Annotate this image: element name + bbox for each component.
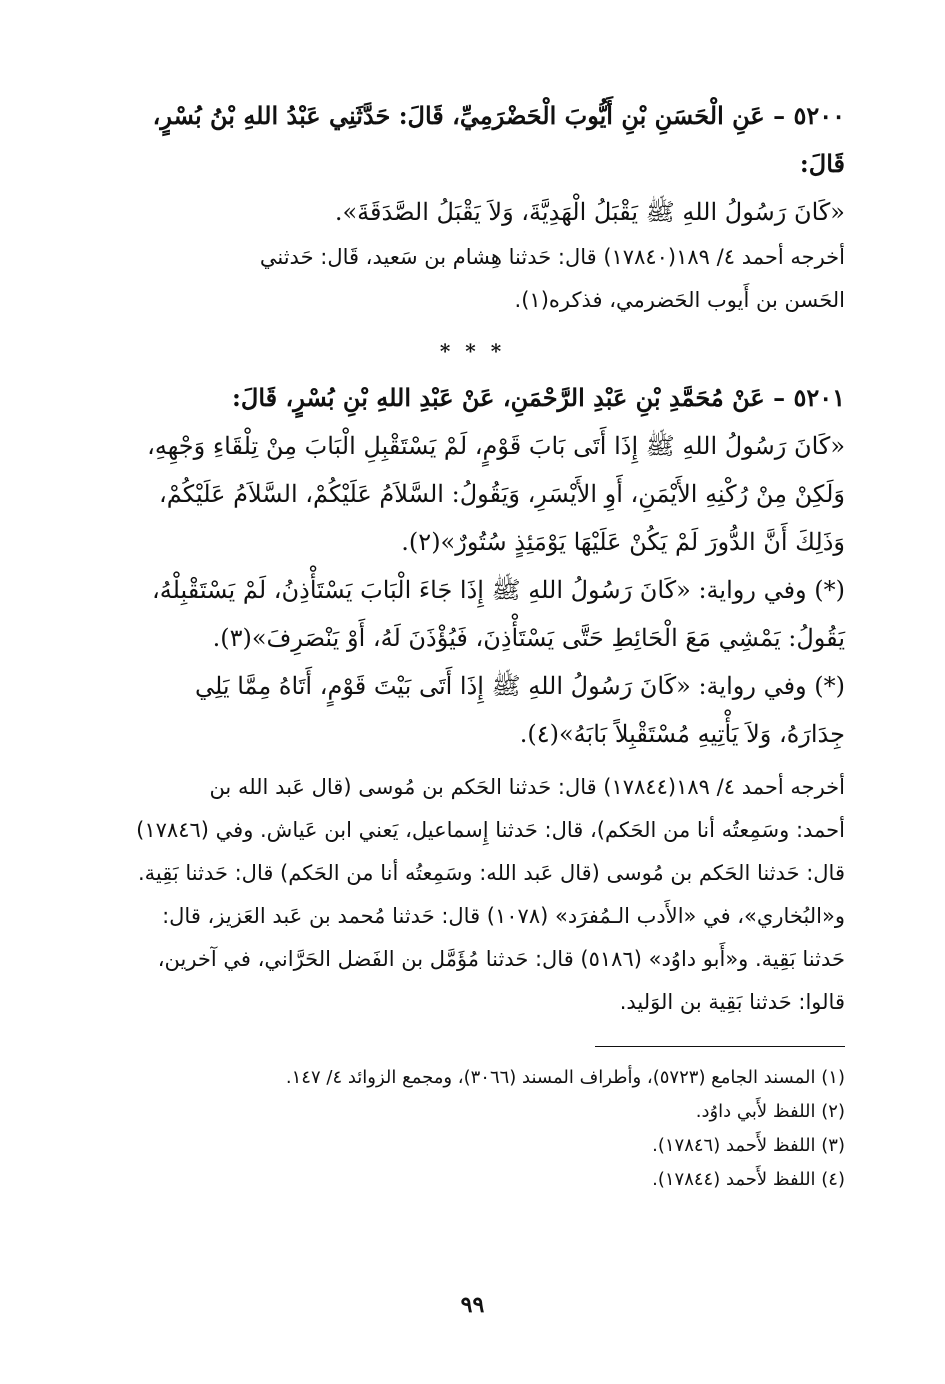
takhrij-5201-line-4: و«البُخاري»، في «الأَدب الـمُفرَد» (١٠٧٨) قال: حَدثنا مُحمد بن عَبد العَزيز، قال: <box>162 904 845 928</box>
riwaya-2-line-1: (*) وفي رواية: «كَانَ رَسُولُ اللهِ ﷺ إِذَا أَتَى بَيْتَ قَوْمٍ، أَتَاهُ مِمَّا يَلِي <box>194 672 845 700</box>
takhrij-5201-line-5: حَدثنا بَقِية. و«أَبو داوُد» (٥١٨٦) قال: حَدثنا مُؤَمَّل بن الفَضل الحَرَّاني، في آخرين، <box>157 947 845 971</box>
section-separator: * * * <box>439 339 506 363</box>
hadith-5201 <box>100 374 845 1024</box>
hadith-5200-heading: ٥٢٠٠ – عَنِ الْحَسَنِ بْنِ أَيُّوبَ الْحَضْرَمِيِّ، قَالَ: حَدَّثَنِي عَبْدُ اللهِ بْنُ بُسْرٍ، <box>152 101 845 130</box>
riwaya-2-line-2: جِدَارَهُ، وَلاَ يَأْتِيهِ مُسْتَقْبِلاً بَابَهُ»(٤). <box>519 720 845 748</box>
footnote-3: (٣) اللفظ لأَحمد (١٧٨٤٦). <box>652 1135 845 1156</box>
footnote-divider <box>595 1046 845 1047</box>
footnote-2: (٢) اللفظ لأَبي داوُد. <box>695 1101 845 1122</box>
riwaya-1-line-2: يَقُولُ: يَمْشِي مَعَ الْحَائِطِ حَتَّى يَسْتَأْذِنَ، فَيُؤْذَنَ لَهُ، أَوْ يَنْصَرِفَ»(٣). <box>212 624 845 652</box>
hadith-5200-qala: قَالَ: <box>799 149 845 178</box>
hadith-5201-text-line-1: «كَانَ رَسُولُ اللهِ ﷺ إِذَا أَتَى بَابَ قَوْمٍ، لَمْ يَسْتَقْبِلِ الْبَابَ مِنْ تِلْقَاءِ وَجْهِهِ، <box>147 432 845 460</box>
hadith-5201-heading: ٥٢٠١ – عَنْ مُحَمَّدِ بْنِ عَبْدِ الرَّحْمَنِ، عَنْ عَبْدِ اللهِ بْنِ بُسْرٍ، قَالَ: <box>232 383 845 412</box>
page-number: ٩٩ <box>460 1292 485 1318</box>
spacer <box>100 758 845 766</box>
takhrij-5201-line-6: قالوا: حَدثنا بَقِية بن الوَليد. <box>619 990 845 1014</box>
takhrij-5200-line-2: الحَسن بن أَيوب الحَضرمي، فذكره(١). <box>514 288 845 312</box>
footnotes <box>100 1061 845 1197</box>
takhrij-5201-line-3: قال: حَدثنا الحَكم بن مُوسى (قال عَبد الله: وسَمِعتُه أنا من الحَكم) قال: حَدثنا بَقِية. <box>137 861 845 885</box>
takhrij-5200-line-1: أخرجه أحمد ٤/ ١٨٩(١٧٨٤٠) قال: حَدثنا هِشام بن سَعيد، قَال: حَدثني <box>259 245 845 269</box>
takhrij-5201-line-2: أحمد: وسَمِعتُه أنا من الحَكم)، قال: حَدثنا إِسماعيل، يَعني ابن عَياش. وفي (١٧٨٤٦) <box>136 818 845 842</box>
hadith-5200-text: «كَانَ رَسُولُ اللهِ ﷺ يَقْبَلُ الْهَدِيَّةَ، وَلاَ يَقْبَلُ الصَّدَقَةَ». <box>334 198 845 226</box>
takhrij-5201-line-1: أخرجه أحمد ٤/ ١٨٩(١٧٨٤٤) قال: حَدثنا الحَكم بن مُوسى (قال عَبد الله بن <box>209 775 845 799</box>
hadith-5200 <box>100 92 845 322</box>
hadith-5201-text-line-3: وَذَلِكَ أَنَّ الدُّورَ لَمْ يَكُنْ عَلَيْهَا يَوْمَئِذٍ سُتُورٌ»(٢). <box>401 528 845 556</box>
riwaya-1-line-1: (*) وفي رواية: «كَانَ رَسُولُ اللهِ ﷺ إِذَا جَاءَ الْبَابَ يَسْتَأْذِنُ، لَمْ يَسْتَقْبِلْهُ، <box>151 576 845 604</box>
hadith-5201-text-line-2: وَلَكِنْ مِنْ رُكْنِهِ الأَيْمَنِ، أَوِ الأَيْسَرِ، وَيَقُولُ: السَّلاَمُ عَلَيْكُمْ، السَّلاَمُ عَلَيْكُمْ، <box>158 480 845 508</box>
footnote-1: (١) المسند الجامع (٥٧٢٣)، وأطراف المسند (٣٠٦٦)، ومجمع الزوائد ٤/ ١٤٧. <box>285 1067 845 1088</box>
footnote-4: (٤) اللفظ لأَحمد (١٧٨٤٤). <box>652 1169 845 1190</box>
